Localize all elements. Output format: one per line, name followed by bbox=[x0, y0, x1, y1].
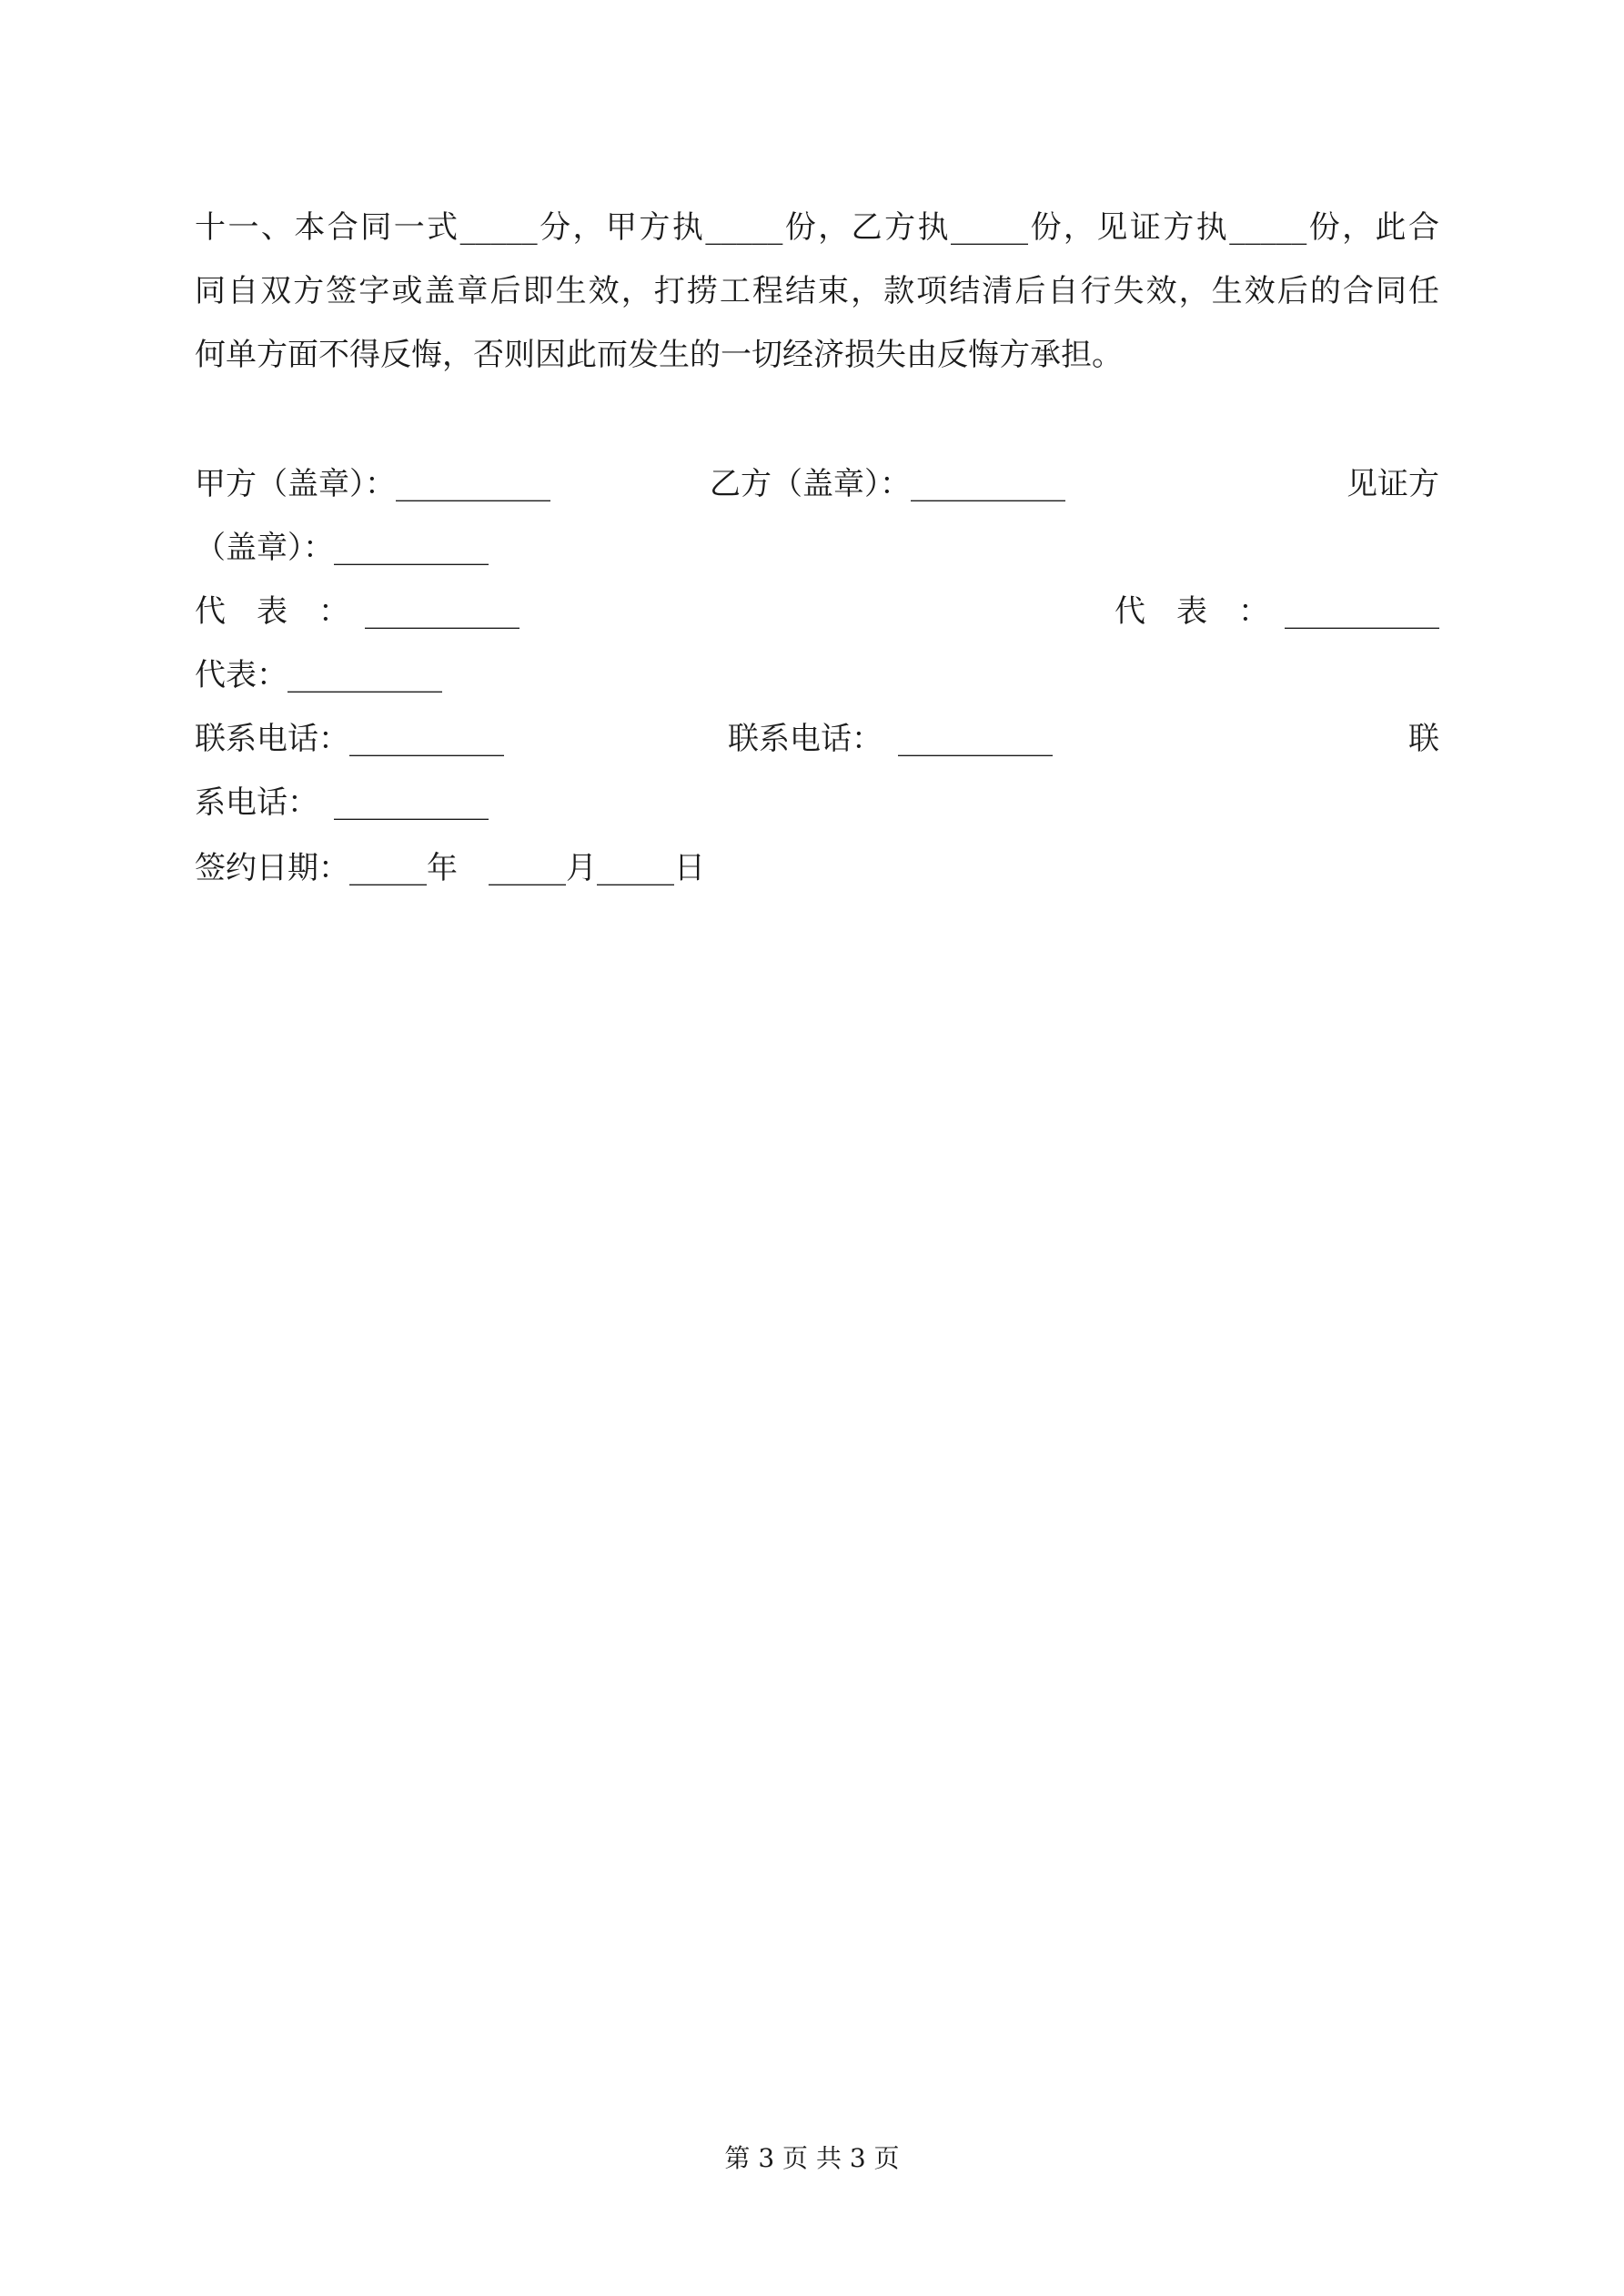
clause-line-3: 何单方面不得反悔，否则因此而发生的一切经济损失由反悔方承担。 bbox=[195, 337, 1123, 373]
sign-date: 签约日期：_____年 _____月_____日 bbox=[195, 850, 705, 886]
party-a-phone: 联系电话：__________ bbox=[195, 721, 504, 757]
witness-stamp-field: （盖章）：__________ bbox=[195, 530, 489, 566]
party-b-stamp: 乙方（盖章）：__________ bbox=[710, 466, 1065, 502]
party-a-representative: 代 表 ： __________ bbox=[195, 593, 519, 630]
witness-phone-field: 系电话： __________ bbox=[195, 784, 489, 821]
witness-representative: 代表：__________ bbox=[195, 657, 442, 693]
clause-line-1: 十一、本合同一式_____分，甲方执_____份，乙方执_____份，见证方执_____份，此合 bbox=[195, 209, 1439, 246]
page-number-footer: 第 3 页 共 3 页 bbox=[724, 2143, 900, 2173]
party-a-stamp: 甲方（盖章）：__________ bbox=[195, 466, 550, 502]
clause-line-2: 同自双方签字或盖章后即生效，打捞工程结束，款项结清后自行失效，生效后的合同任 bbox=[195, 273, 1439, 309]
witness-stamp-label: 见证方 bbox=[1347, 466, 1439, 502]
party-b-representative: 代 表 ： __________ bbox=[1115, 593, 1439, 630]
witness-phone-label: 联 bbox=[1408, 721, 1439, 757]
party-b-phone: 联系电话： __________ bbox=[728, 721, 1053, 757]
